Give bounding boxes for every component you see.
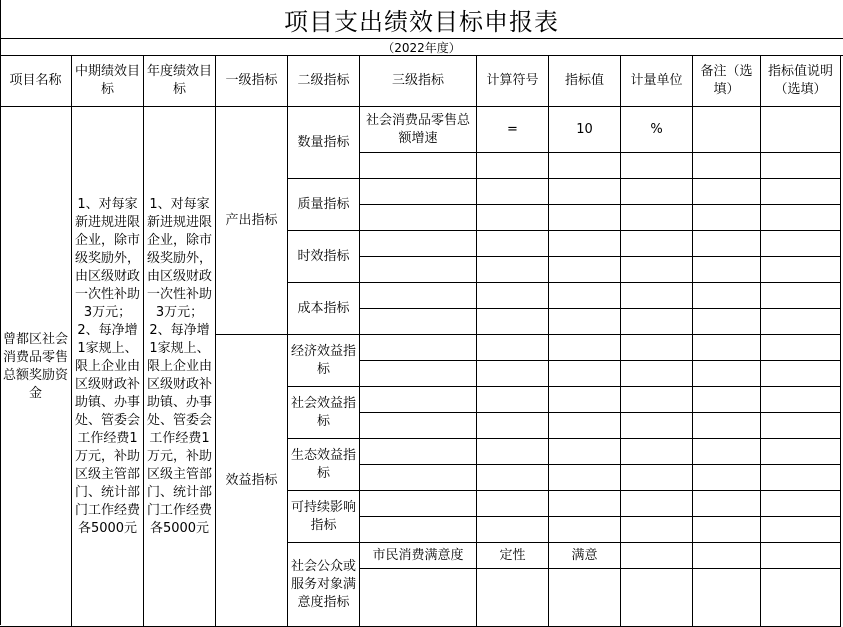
empty-cell (477, 465, 549, 491)
satisfaction-unit (621, 543, 693, 569)
quantity-value-desc (761, 107, 841, 153)
header-remark: 备注（选填） (693, 56, 761, 107)
empty-cell (693, 179, 761, 205)
empty-cell (360, 569, 477, 627)
empty-cell (549, 179, 621, 205)
empty-cell (761, 569, 841, 627)
empty-cell (549, 335, 621, 361)
empty-cell (477, 335, 549, 361)
header-value-desc: 指标值说明（选填） (761, 56, 841, 107)
empty-cell (477, 283, 549, 309)
empty-cell (477, 439, 549, 465)
empty-cell (621, 335, 693, 361)
header-unit: 计量单位 (621, 56, 693, 107)
empty-cell (360, 257, 477, 283)
empty-cell (761, 387, 841, 413)
empty-cell (761, 517, 841, 543)
empty-cell (621, 257, 693, 283)
empty-cell (477, 231, 549, 257)
empty-cell (360, 283, 477, 309)
empty-cell (693, 465, 761, 491)
empty-cell (360, 153, 477, 179)
satisfaction-value-desc (761, 543, 841, 569)
empty-cell (477, 309, 549, 335)
empty-cell (549, 283, 621, 309)
header-level3: 三级指标 (360, 56, 477, 107)
empty-cell (761, 153, 841, 179)
empty-cell (693, 335, 761, 361)
empty-cell (549, 361, 621, 387)
header-annual-goal: 年度绩效目标 (144, 56, 216, 107)
empty-cell (360, 231, 477, 257)
empty-cell (549, 413, 621, 439)
empty-cell (621, 205, 693, 231)
empty-cell (360, 517, 477, 543)
level2-quality: 质量指标 (288, 179, 360, 231)
empty-cell (693, 309, 761, 335)
empty-cell (693, 491, 761, 517)
empty-cell (761, 205, 841, 231)
empty-cell (477, 491, 549, 517)
project-name-cell: 曾都区社会消费品零售总额奖励资金 (0, 107, 72, 627)
empty-cell (360, 465, 477, 491)
empty-cell (693, 387, 761, 413)
empty-cell (621, 413, 693, 439)
empty-cell (360, 309, 477, 335)
annual-goal-cell: 1、对每家新进规进限企业，除市级奖励外，由区级财政一次性补助3万元；2、每净增1家规上、限上企业由区级财政补助镇、办事处、管委会工作经费1万元，补助区级主管部门、统计部门工作经费各5000元 (144, 107, 216, 627)
satisfaction-calc-symbol: 定性 (477, 543, 549, 569)
empty-cell (693, 257, 761, 283)
empty-cell (693, 569, 761, 627)
quantity-remark (693, 107, 761, 153)
empty-cell (360, 179, 477, 205)
satisfaction-remark (693, 543, 761, 569)
form-title: 项目支出绩效目标申报表 (0, 0, 843, 39)
empty-cell (360, 361, 477, 387)
header-level1: 一级指标 (216, 56, 288, 107)
empty-cell (477, 153, 549, 179)
empty-cell (360, 439, 477, 465)
header-level2: 二级指标 (288, 56, 360, 107)
level2-sustainable: 可持续影响指标 (288, 491, 360, 543)
empty-cell (761, 257, 841, 283)
header-calc-symbol: 计算符号 (477, 56, 549, 107)
level2-social: 社会效益指标 (288, 387, 360, 439)
empty-cell (693, 153, 761, 179)
empty-cell (761, 179, 841, 205)
empty-cell (360, 335, 477, 361)
empty-cell (761, 465, 841, 491)
level1-output: 产出指标 (216, 107, 288, 335)
empty-cell (761, 439, 841, 465)
satisfaction-level3: 市民消费满意度 (360, 543, 477, 569)
empty-cell (621, 387, 693, 413)
header-project-name: 项目名称 (0, 56, 72, 107)
empty-cell (621, 439, 693, 465)
empty-cell (549, 465, 621, 491)
empty-cell (693, 439, 761, 465)
empty-cell (549, 569, 621, 627)
empty-cell (549, 387, 621, 413)
empty-cell (621, 465, 693, 491)
empty-cell (360, 413, 477, 439)
empty-cell (621, 231, 693, 257)
empty-cell (477, 179, 549, 205)
level2-ecological: 生态效益指标 (288, 439, 360, 491)
level2-economic: 经济效益指标 (288, 335, 360, 387)
empty-cell (621, 569, 693, 627)
header-indicator-value: 指标值 (549, 56, 621, 107)
empty-cell (621, 153, 693, 179)
empty-cell (621, 491, 693, 517)
empty-cell (693, 283, 761, 309)
empty-cell (549, 439, 621, 465)
empty-cell (621, 283, 693, 309)
empty-cell (621, 361, 693, 387)
satisfaction-value: 满意 (549, 543, 621, 569)
empty-cell (549, 309, 621, 335)
empty-cell (761, 361, 841, 387)
empty-cell (477, 205, 549, 231)
empty-cell (360, 387, 477, 413)
level2-timeliness: 时效指标 (288, 231, 360, 283)
empty-cell (621, 309, 693, 335)
empty-cell (761, 283, 841, 309)
empty-cell (477, 569, 549, 627)
empty-cell (761, 335, 841, 361)
empty-cell (761, 231, 841, 257)
quantity-value: 10 (549, 107, 621, 153)
empty-cell (693, 413, 761, 439)
empty-cell (621, 179, 693, 205)
empty-cell (549, 517, 621, 543)
empty-cell (549, 205, 621, 231)
form-year: （2022年度） (0, 39, 843, 56)
level2-cost: 成本指标 (288, 283, 360, 335)
empty-cell (360, 491, 477, 517)
empty-cell (549, 153, 621, 179)
empty-cell (761, 309, 841, 335)
empty-cell (621, 517, 693, 543)
midterm-goal-cell: 1、对每家新进规进限企业，除市级奖励外，由区级财政一次性补助3万元；2、每净增1家规上、限上企业由区级财政补助镇、办事处、管委会工作经费1万元，补助区级主管部门、统计部门工作经费各5000元 (72, 107, 144, 627)
level2-satisfaction: 社会公众或服务对象满意度指标 (288, 543, 360, 627)
empty-cell (693, 361, 761, 387)
empty-cell (477, 517, 549, 543)
empty-cell (693, 231, 761, 257)
quantity-calc-symbol: = (477, 107, 549, 153)
empty-cell (693, 517, 761, 543)
empty-cell (761, 413, 841, 439)
empty-cell (693, 205, 761, 231)
quantity-level3: 社会消费品零售总额增速 (360, 107, 477, 153)
empty-cell (477, 257, 549, 283)
level1-benefit: 效益指标 (216, 335, 288, 627)
quantity-unit: % (621, 107, 693, 153)
empty-cell (477, 387, 549, 413)
header-midterm-goal: 中期绩效目标 (72, 56, 144, 107)
level2-quantity: 数量指标 (288, 107, 360, 179)
empty-cell (549, 257, 621, 283)
empty-cell (549, 231, 621, 257)
empty-cell (477, 413, 549, 439)
empty-cell (549, 491, 621, 517)
empty-cell (360, 205, 477, 231)
empty-cell (761, 491, 841, 517)
empty-cell (477, 361, 549, 387)
